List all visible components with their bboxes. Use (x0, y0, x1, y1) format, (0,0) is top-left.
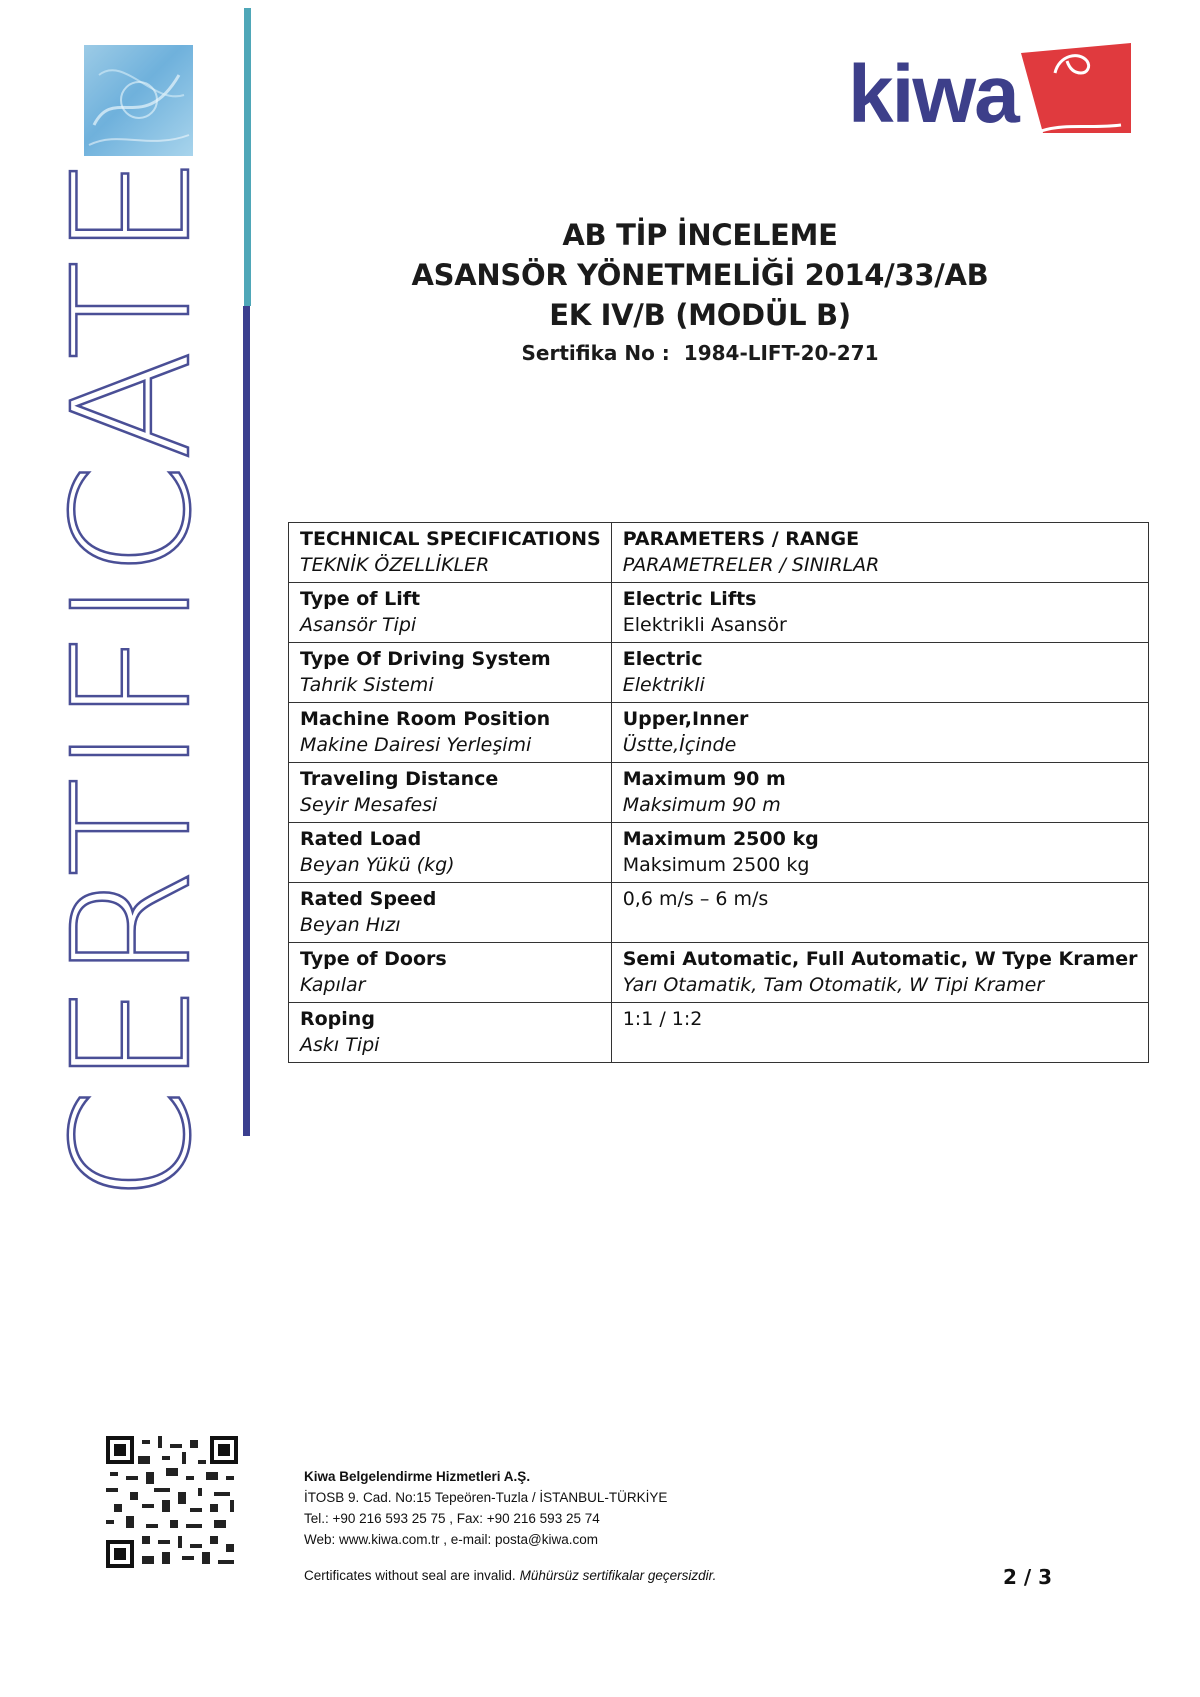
navy-accent-bar (243, 306, 250, 1136)
spec-tr: Kapılar (300, 974, 366, 996)
seal-notice-en: Certificates without seal are invalid. (304, 1568, 516, 1583)
spec-tr: Beyan Yükü (kg) (300, 854, 455, 876)
spec-cell (289, 883, 612, 943)
value-tr: Üstte,İçinde (622, 734, 737, 756)
value-cell (611, 1003, 1148, 1063)
table-row (289, 823, 1149, 883)
spec-en: Roping (300, 1008, 375, 1030)
company-address: İTOSB 9. Cad. No:15 Tepeören-Tuzla / İSTANBUL-TÜRKİYE (304, 1490, 668, 1505)
value-en: Maximum 90 m (622, 768, 786, 790)
spec-en: Rated Load (300, 828, 422, 850)
table-row (289, 703, 1149, 763)
spec-cell (289, 583, 612, 643)
value-en: Electric (622, 648, 703, 670)
value-en: Semi Automatic, Full Automatic, W Type Kramer (622, 948, 1138, 970)
certificate-heading (400, 215, 1000, 365)
spec-en: Traveling Distance (300, 768, 499, 790)
company-phone: Tel.: +90 216 593 25 75 , Fax: +90 216 593 25 74 (304, 1511, 600, 1526)
spec-en: Type of Lift (300, 588, 421, 610)
spec-cell (289, 703, 612, 763)
header-param-en: PARAMETERS / RANGE (622, 528, 860, 550)
value-tr: Elektrikli (622, 674, 705, 696)
certificate-number-line (400, 341, 1000, 365)
value-tr: Yarı Otamatik, Tam Otomatik, W Tipi Kramer (622, 974, 1045, 996)
kiwa-logo-text: kiwa (848, 49, 1018, 140)
table-header-row (289, 523, 1149, 583)
spec-tr: Asansör Tipi (300, 614, 417, 636)
value-en: 0,6 m/s – 6 m/s (622, 888, 769, 910)
spec-cell (289, 1003, 612, 1063)
teal-accent-bar (244, 8, 251, 306)
spec-cell (289, 763, 612, 823)
value-cell (611, 703, 1148, 763)
value-en: Maximum 2500 kg (622, 828, 819, 850)
value-en: 1:1 / 1:2 (622, 1008, 703, 1030)
technical-specifications-table (288, 522, 1149, 1063)
value-cell (611, 823, 1148, 883)
table-row (289, 1003, 1149, 1063)
spec-en: Type of Doors (300, 948, 447, 970)
value-cell (611, 943, 1148, 1003)
value-en: Electric Lifts (622, 588, 757, 610)
spec-tr: Beyan Hızı (300, 914, 401, 936)
spec-cell (289, 943, 612, 1003)
company-web: Web: www.kiwa.com.tr , e-mail: posta@kiwa.com (304, 1532, 599, 1547)
spec-cell (289, 823, 612, 883)
table-row (289, 583, 1149, 643)
vertical-certificate-text: CERTIFICATE (38, 152, 227, 1202)
spec-en: Type Of Driving System (300, 648, 551, 670)
heading-line-2: ASANSÖR YÖNETMELİĞİ 2014/33/AB (411, 258, 989, 292)
value-cell (611, 883, 1148, 943)
heading-line-3: EK IV/B (MODÜL B) (549, 298, 851, 332)
spec-en: Rated Speed (300, 888, 437, 910)
header-cell-spec (289, 523, 612, 583)
spec-tr: Seyir Mesafesi (300, 794, 438, 816)
spec-tr: Askı Tipi (300, 1034, 380, 1056)
header-cell-param (611, 523, 1148, 583)
value-tr: Maksimum 90 m (622, 794, 781, 816)
heading-line-1: AB TİP İNCELEME (562, 218, 838, 252)
value-tr: Maksimum 2500 kg (622, 854, 810, 876)
table-row (289, 763, 1149, 823)
vertical-certificate-title (38, 152, 227, 1202)
page-number: 2 / 3 (1003, 1565, 1053, 1589)
seal-notice-tr: Mühürsüz sertifikalar geçersizdir. (519, 1568, 717, 1583)
kiwa-logo (848, 36, 1138, 140)
spec-tr: Tahrik Sistemi (300, 674, 434, 696)
header-spec-en: TECHNICAL SPECIFICATIONS (300, 528, 601, 550)
spec-en: Machine Room Position (300, 708, 551, 730)
certificate-number: 1984-LIFT-20-271 (683, 341, 879, 365)
seal-notice (304, 1568, 716, 1583)
table-row (289, 883, 1149, 943)
certificate-number-label: Sertifika No : (521, 341, 670, 365)
company-name: Kiwa Belgelendirme Hizmetleri A.Ş. (304, 1469, 531, 1484)
value-cell (611, 763, 1148, 823)
value-cell (611, 643, 1148, 703)
spec-tr: Makine Dairesi Yerleşimi (300, 734, 532, 756)
company-contact-block (304, 1466, 667, 1550)
value-cell (611, 583, 1148, 643)
kiwa-beaver-icon (1021, 43, 1131, 133)
value-tr: Elektrikli Asansör (622, 614, 787, 636)
table-row (289, 643, 1149, 703)
header-spec-tr: TEKNİK ÖZELLİKLER (300, 554, 490, 576)
value-en: Upper,Inner (622, 708, 749, 730)
qr-code-icon (106, 1436, 238, 1568)
spec-cell (289, 643, 612, 703)
decorative-watermark-tile (84, 45, 193, 156)
table-row (289, 943, 1149, 1003)
header-param-tr: PARAMETRELER / SINIRLAR (622, 554, 880, 576)
